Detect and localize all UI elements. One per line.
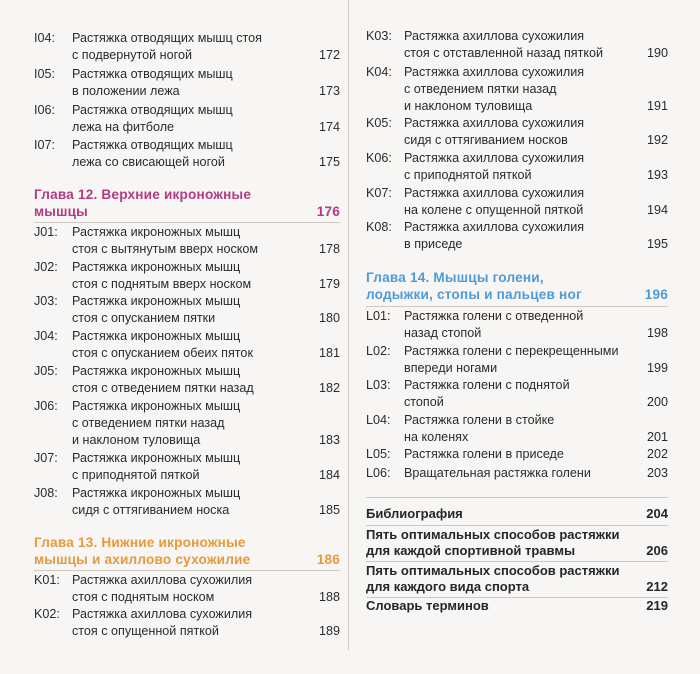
toc-entry[interactable] (366, 150, 668, 184)
toc-entry[interactable] (366, 185, 668, 219)
entry-title: Растяжка ахиллова сухожилия стоя с опущенной пяткой (72, 607, 253, 638)
toc-entry[interactable] (366, 412, 668, 446)
entry-page: 201 (646, 430, 668, 444)
entry-title: Растяжка голени в приседе (404, 447, 564, 461)
back-matter-entry[interactable] (366, 598, 668, 614)
chapter-13-heading[interactable] (34, 534, 340, 568)
entry-title: Растяжка икроножных мышц стоя с поднятым вверх носком (72, 260, 252, 291)
toc-entry[interactable] (34, 102, 340, 136)
toc-entry[interactable] (366, 28, 668, 62)
toc-entry[interactable] (34, 363, 340, 397)
toc-entry[interactable] (34, 293, 340, 327)
entry-page: 188 (318, 590, 340, 604)
entry-title: Вращательная растяжка голени (404, 466, 591, 480)
entry-title: Растяжка ахиллова сухожилия с приподнятой пяткой (404, 151, 585, 182)
toc-entry[interactable] (34, 398, 340, 449)
entry-code: L04: (366, 413, 391, 427)
entry-page: 198 (646, 326, 668, 340)
toc-entry[interactable] (34, 450, 340, 484)
toc-entry[interactable] (34, 606, 340, 640)
back-matter-title: Библиография (366, 506, 463, 521)
chapter-page: 186 (316, 552, 340, 567)
chapter-title: Глава 13. Нижние икроножные мышцы и ахиллово сухожилие (34, 535, 251, 567)
toc-entry[interactable] (34, 224, 340, 258)
entry-code: J08: (34, 486, 58, 500)
entry-page: 189 (318, 624, 340, 638)
entry-title: Растяжка икроножных мышц стоя с опусканием обеих пяток (72, 329, 253, 360)
entry-page: 202 (646, 447, 668, 461)
entry-page: 185 (318, 503, 340, 517)
entry-code: K06: (366, 151, 392, 165)
back-matter-page: 212 (646, 579, 668, 594)
entry-code: L03: (366, 378, 391, 392)
entry-page: 193 (646, 168, 668, 182)
entry-title: Растяжка икроножных мышц стоя с вытянутым вверх носком (72, 225, 259, 256)
entry-page: 172 (318, 48, 340, 62)
entry-title: Растяжка икроножных мышц сидя с оттягиванием носка (72, 486, 241, 517)
entry-code: J06: (34, 399, 58, 413)
toc-entry[interactable] (34, 259, 340, 293)
toc-entry[interactable] (366, 446, 668, 463)
entry-page: 173 (318, 84, 340, 98)
entry-code: J01: (34, 225, 58, 239)
entry-title: Растяжка отводящих мышц в положении лежа (72, 67, 233, 98)
entry-title: Растяжка ахиллова сухожилия в приседе (404, 220, 585, 251)
back-matter-entry[interactable] (366, 506, 668, 522)
entry-code: K01: (34, 573, 60, 587)
toc-entry[interactable] (366, 465, 668, 482)
entry-code: L05: (366, 447, 391, 461)
entry-code: L01: (366, 309, 391, 323)
toc-entry[interactable] (366, 64, 668, 115)
entry-code: K04: (366, 65, 392, 79)
entry-code: L02: (366, 344, 391, 358)
entry-code: J03: (34, 294, 58, 308)
chapter-divider (34, 570, 340, 571)
back-matter-page: 219 (646, 598, 668, 613)
entry-code: J02: (34, 260, 58, 274)
entry-page: 183 (318, 433, 340, 447)
entry-title: Растяжка ахиллова сухожилия с отведением пятки назад и наклоном туловища (404, 65, 585, 113)
entry-code: J05: (34, 364, 58, 378)
entry-page: 179 (318, 277, 340, 291)
entry-title: Растяжка голени с отведенной назад стопой (404, 309, 584, 340)
chapter-title: Глава 12. Верхние икроножные мышцы (34, 187, 252, 219)
entry-page: 190 (646, 46, 668, 60)
entry-page: 203 (646, 466, 668, 480)
entry-code: J07: (34, 451, 58, 465)
entry-code: I07: (34, 138, 56, 152)
toc-entry[interactable] (366, 377, 668, 411)
entry-title: Растяжка ахиллова сухожилия стоя с отставленной назад пяткой (404, 29, 604, 60)
entry-page: 192 (646, 133, 668, 147)
entry-code: I05: (34, 67, 56, 81)
entry-page: 195 (646, 237, 668, 251)
entry-title: Растяжка отводящих мышц лежа со свисающей ногой (72, 138, 233, 169)
toc-entry[interactable] (34, 137, 340, 171)
entry-code: I06: (34, 103, 56, 117)
toc-entry[interactable] (366, 343, 668, 377)
entry-title: Растяжка голени в стойке на коленях (404, 413, 555, 444)
entry-title: Растяжка ахиллова сухожилия на колене с опущенной пяткой (404, 186, 585, 217)
entry-title: Растяжка отводящих мышц стоя с подвернутой ногой (72, 31, 262, 62)
entry-code: L06: (366, 466, 391, 480)
back-matter-title: Пять оптимальных способов растяжки для каждого вида спорта (366, 563, 620, 594)
back-matter-entry[interactable] (366, 527, 668, 559)
entry-title: Растяжка икроножных мышц стоя с отведением пятки назад (72, 364, 254, 395)
back-matter-page: 204 (646, 506, 668, 521)
entry-page: 181 (318, 346, 340, 360)
chapter-page: 196 (644, 287, 668, 302)
chapter-title: Глава 14. Мышцы голени, лодыжки, стопы и пальцев ног (366, 270, 582, 302)
entry-title: Растяжка ахиллова сухожилия сидя с оттягиванием носков (404, 116, 585, 147)
toc-entry[interactable] (366, 308, 668, 342)
entry-code: K08: (366, 220, 392, 234)
chapter-divider (366, 306, 668, 307)
toc-entry[interactable] (34, 66, 340, 100)
entry-code: K03: (366, 29, 392, 43)
entry-page: 200 (646, 395, 668, 409)
entry-title: Растяжка ахиллова сухожилия стоя с поднятым носком (72, 573, 253, 604)
entry-title: Растяжка голени с поднятой стопой (404, 378, 570, 409)
entry-title: Растяжка икроножных мышц с отведением пятки назад и наклоном туловища (72, 399, 241, 447)
toc-entry[interactable] (366, 115, 668, 149)
toc-entry[interactable] (34, 485, 340, 519)
section-divider (366, 561, 668, 562)
section-divider (366, 497, 668, 498)
entry-page: 182 (318, 381, 340, 395)
entry-code: K05: (366, 116, 392, 130)
entry-page: 178 (318, 242, 340, 256)
back-matter-title: Словарь терминов (366, 598, 489, 613)
chapter-page: 176 (316, 204, 340, 219)
entry-code: K07: (366, 186, 392, 200)
entry-page: 175 (318, 155, 340, 169)
back-matter-entry[interactable] (366, 563, 668, 595)
toc-entry[interactable] (34, 30, 340, 64)
chapter-12-heading[interactable] (34, 186, 340, 220)
section-divider (366, 525, 668, 526)
entry-page: 194 (646, 203, 668, 217)
back-matter-page: 206 (646, 543, 668, 558)
entry-title: Растяжка отводящих мышц лежа на фитболе (72, 103, 233, 134)
entry-page: 199 (646, 361, 668, 375)
chapter-divider (34, 222, 340, 223)
back-matter-title: Пять оптимальных способов растяжки для каждой спортивной травмы (366, 527, 620, 558)
entry-page: 180 (318, 311, 340, 325)
toc-entry[interactable] (34, 572, 340, 606)
entry-code: K02: (34, 607, 60, 621)
entry-code: J04: (34, 329, 58, 343)
entry-title: Растяжка икроножных мышц стоя с опусканием пятки (72, 294, 241, 325)
entry-title: Растяжка икроножных мышц с приподнятой пяткой (72, 451, 241, 482)
entry-page: 184 (318, 468, 340, 482)
toc-entry[interactable] (366, 219, 668, 253)
entry-page: 191 (646, 99, 668, 113)
entry-code: I04: (34, 31, 56, 45)
chapter-14-heading[interactable] (366, 269, 668, 303)
entry-page: 174 (318, 120, 340, 134)
toc-entry[interactable] (34, 328, 340, 362)
entry-title: Растяжка голени с перекрещенными впереди ногами (404, 344, 619, 375)
